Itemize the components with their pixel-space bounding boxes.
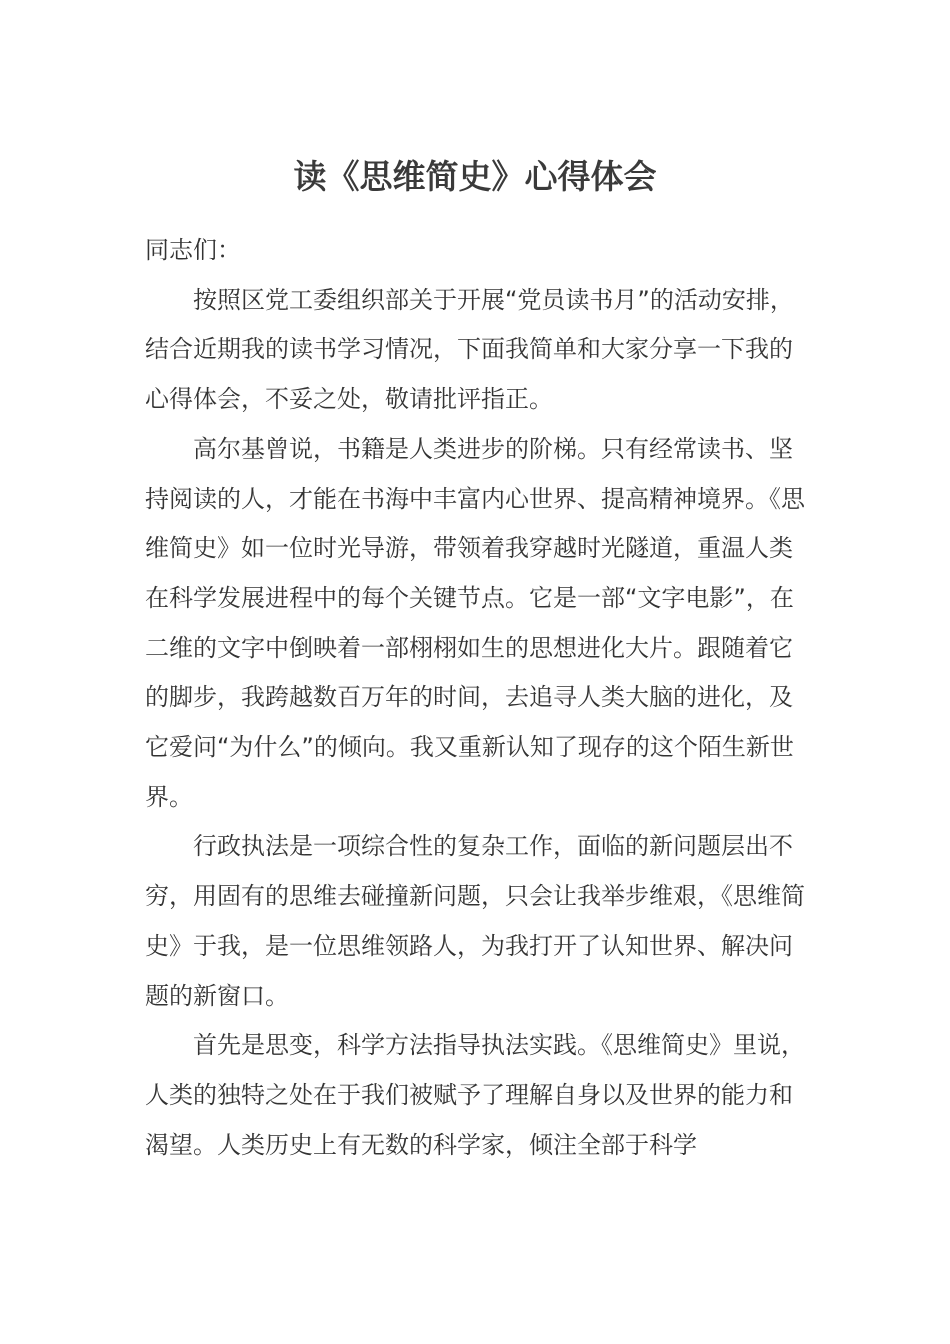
- paragraph-3: 行政执法是一项综合性的复杂工作，面临的新问题层出不穷，用固有的思维去碰撞新问题，只会让我举步维艰，《思维简史》于我，是一位思维领路人，为我打开了认知世界、解决问题的新窗口。: [145, 832, 805, 1010]
- salutation: 同志们：: [145, 236, 241, 264]
- document-body: [145, 226, 805, 1170]
- paragraph-1: 按照区党工委组织部关于开展“党员读书月”的活动安排，结合近期我的读书学习情况，下面我简单和大家分享一下我的心得体会，不妥之处，敬请批评指正。: [145, 285, 794, 414]
- document-title: 读《思维简史》心得体会: [293, 157, 657, 196]
- paragraph-2: 高尔基曾说，书籍是人类进步的阶梯。只有经常读书、坚持阅读的人，才能在书海中丰富内心世界、提高精神境界。《思维简史》如一位时光导游，带领着我穿越时光隧道，重温人类在科学发展进程中的每个关键节点。它是一部“文字电影”，在二维的文字中倒映着一部栩栩如生的思想进化大片。跟随着它的脚步，我跨越数百万年的时间，去追寻人类大脑的进化，及它爱问“为什么”的倾向。我又重新认知了现存的这个陌生新世界。: [145, 434, 805, 811]
- paragraph-4: 首先是思变，科学方法指导执法实践。《思维简史》里说，人类的独特之处在于我们被赋予了理解自身以及世界的能力和渴望。人类历史上有无数的科学家，倾注全部于科学: [145, 1031, 805, 1159]
